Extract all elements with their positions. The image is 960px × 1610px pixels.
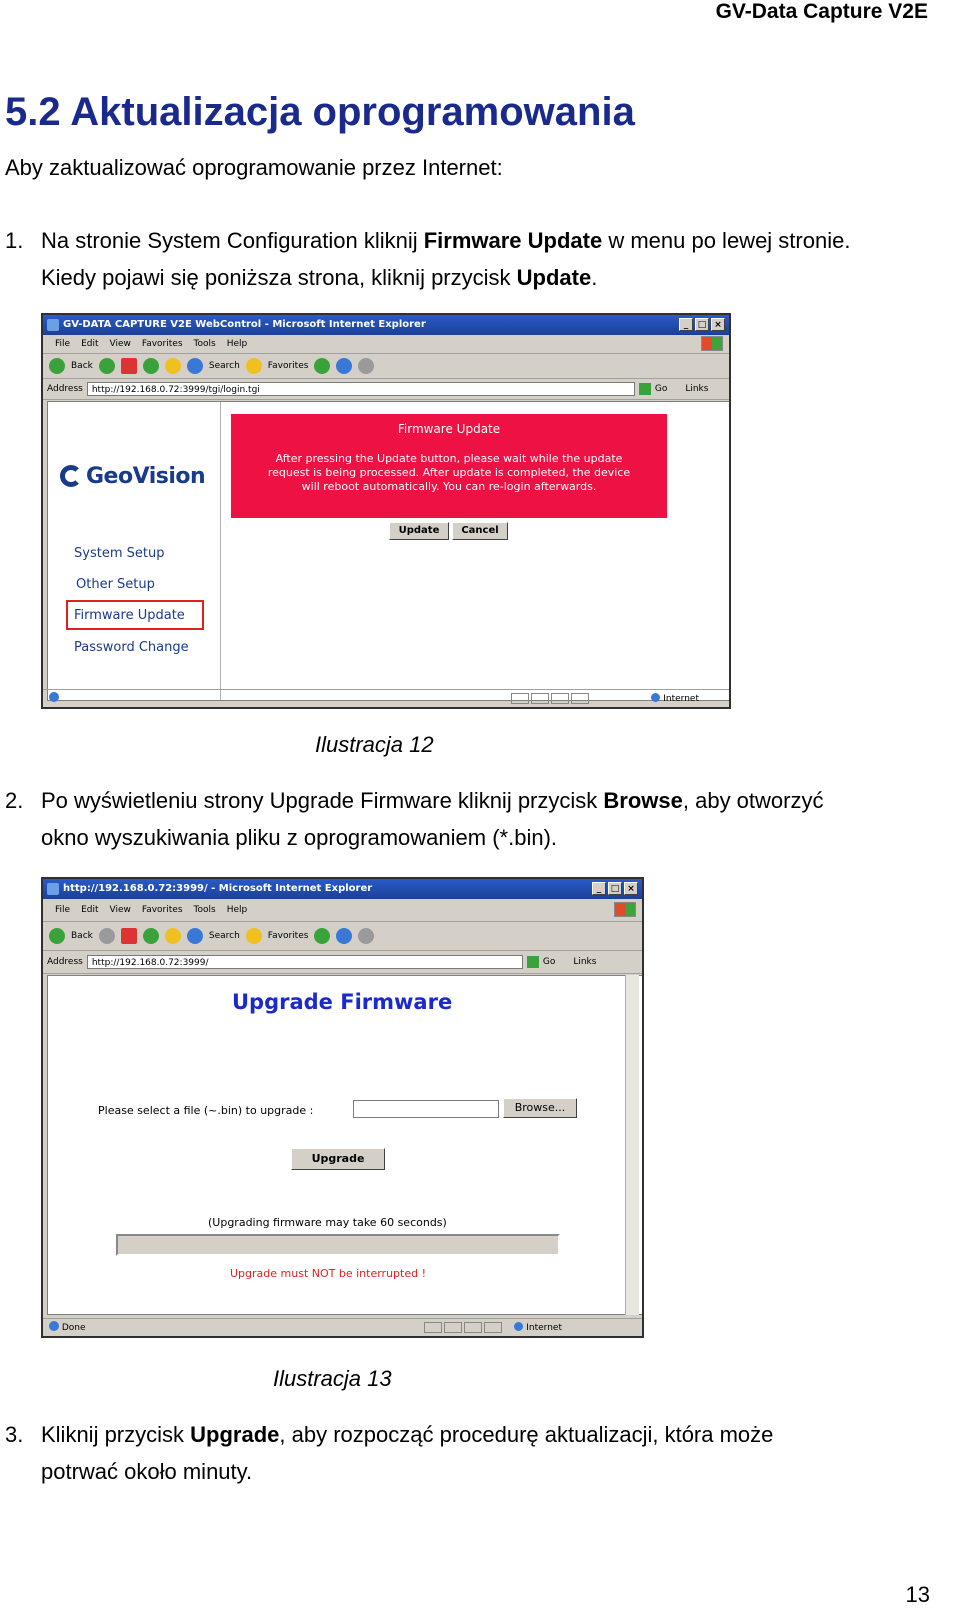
history-icon[interactable] xyxy=(314,358,330,374)
step-3 xyxy=(5,1416,945,1490)
document-header: GV-Data Capture V2E xyxy=(715,0,928,23)
browse-button[interactable]: Browse... xyxy=(503,1098,577,1118)
sidebar xyxy=(48,402,221,700)
step-number: 3. xyxy=(5,1422,24,1447)
page-icon xyxy=(49,1321,59,1331)
step-1 xyxy=(5,222,945,296)
minimize-icon[interactable]: _ xyxy=(592,882,606,895)
window-title: http://192.168.0.72:3999/ - Microsoft Internet Explorer xyxy=(63,883,373,894)
page-icon xyxy=(49,692,59,702)
firmware-update-notice xyxy=(231,414,667,518)
go-button[interactable]: Go xyxy=(542,957,556,967)
address-bar xyxy=(43,379,729,400)
windows-flag-icon xyxy=(614,902,636,917)
step-line: Na stronie System Configuration kliknij Firmware Update w menu po lewej stronie. xyxy=(41,228,851,253)
nav-password-change[interactable]: Password Change xyxy=(74,640,189,655)
menu-view[interactable]: View xyxy=(109,339,131,349)
maximize-icon[interactable]: □ xyxy=(695,318,709,331)
step-line: Kiedy pojawi się poniższa strona, kliknij przycisk Update. xyxy=(41,265,598,290)
menu-favorites[interactable]: Favorites xyxy=(141,905,183,915)
window-titlebar xyxy=(43,315,729,335)
update-button[interactable]: Update xyxy=(389,522,449,540)
favorites-icon[interactable] xyxy=(246,358,262,374)
step-2 xyxy=(5,782,945,856)
status-bar xyxy=(43,1318,642,1336)
menu-edit[interactable]: Edit xyxy=(81,339,99,349)
ie-icon xyxy=(47,319,59,331)
favorites-label[interactable]: Favorites xyxy=(267,361,309,371)
file-input[interactable] xyxy=(353,1100,499,1118)
page-title: Upgrade Firmware xyxy=(232,990,453,1014)
ie-icon xyxy=(47,883,59,895)
globe-icon xyxy=(651,693,660,702)
menu-favorites[interactable]: Favorites xyxy=(141,339,183,349)
screenshot-upgrade-firmware xyxy=(41,877,644,1338)
section-intro: Aby zaktualizować oprogramowanie przez Internet: xyxy=(5,155,503,180)
mail-icon[interactable] xyxy=(336,358,352,374)
status-cells xyxy=(424,1322,502,1333)
stop-icon[interactable] xyxy=(121,928,137,944)
address-label: Address xyxy=(47,384,83,394)
address-input[interactable]: http://192.168.0.72:3999/ xyxy=(87,955,523,969)
menu-tools[interactable]: Tools xyxy=(193,339,216,349)
step-number: 1. xyxy=(5,228,24,253)
logo-mark-icon xyxy=(60,465,82,487)
forward-icon[interactable] xyxy=(99,928,115,944)
back-icon[interactable] xyxy=(49,358,65,374)
back-label[interactable]: Back xyxy=(71,361,93,371)
warning-text: Upgrade must NOT be interrupted ! xyxy=(230,1267,426,1280)
search-icon[interactable] xyxy=(187,358,203,374)
menu-help[interactable]: Help xyxy=(226,905,248,915)
screenshot-firmware-update xyxy=(41,313,731,709)
back-label[interactable]: Back xyxy=(71,931,93,941)
menu-file[interactable]: File xyxy=(55,905,71,915)
step-line: Po wyświetleniu strony Upgrade Firmware kliknij przycisk Browse, aby otworzyć xyxy=(41,788,824,813)
step-line: potrwać około minuty. xyxy=(41,1459,253,1484)
menu-bar xyxy=(43,899,642,922)
upgrade-button[interactable]: Upgrade xyxy=(291,1148,385,1170)
geovision-logo: GeoVision xyxy=(60,464,205,489)
status-zone: Internet xyxy=(514,1319,562,1337)
refresh-icon[interactable] xyxy=(143,928,159,944)
mail-icon[interactable] xyxy=(336,928,352,944)
nav-other-setup[interactable]: Other Setup xyxy=(76,577,155,592)
vertical-scrollbar[interactable] xyxy=(625,975,639,1315)
go-button[interactable]: Go xyxy=(654,384,668,394)
status-bar xyxy=(43,689,729,707)
menu-view[interactable]: View xyxy=(109,905,131,915)
nav-system-setup[interactable]: System Setup xyxy=(74,546,165,561)
menu-file[interactable]: File xyxy=(55,339,71,349)
search-label[interactable]: Search xyxy=(208,361,240,371)
close-icon[interactable]: × xyxy=(711,318,725,331)
address-input[interactable]: http://192.168.0.72:3999/tgi/login.tgi xyxy=(87,382,635,396)
forward-icon[interactable] xyxy=(99,358,115,374)
toolbar xyxy=(43,354,729,379)
nav-firmware-update[interactable]: Firmware Update xyxy=(74,608,185,623)
menu-tools[interactable]: Tools xyxy=(193,905,216,915)
upgrade-note: (Upgrading firmware may take 60 seconds) xyxy=(208,1216,447,1229)
maximize-icon[interactable]: □ xyxy=(608,882,622,895)
refresh-icon[interactable] xyxy=(143,358,159,374)
menu-help[interactable]: Help xyxy=(226,339,248,349)
figure-caption: Ilustracja 13 xyxy=(273,1366,392,1391)
section-title: 5.2 Aktualizacja oprogramowania xyxy=(5,90,635,134)
favorites-label[interactable]: Favorites xyxy=(267,931,309,941)
address-bar xyxy=(43,951,642,974)
go-icon[interactable] xyxy=(639,383,651,395)
progress-bar xyxy=(116,1234,560,1256)
links-button[interactable]: Links xyxy=(685,384,709,394)
menu-bar xyxy=(43,335,729,354)
print-icon[interactable] xyxy=(358,358,374,374)
print-icon[interactable] xyxy=(358,928,374,944)
step-number: 2. xyxy=(5,788,24,813)
cancel-button[interactable]: Cancel xyxy=(452,522,508,540)
figure-caption: Ilustracja 12 xyxy=(315,732,434,757)
menu-edit[interactable]: Edit xyxy=(81,905,99,915)
globe-icon xyxy=(514,1322,523,1331)
step-line: okno wyszukiwania pliku z oprogramowaniem (*.bin). xyxy=(41,825,558,850)
status-zone: Internet xyxy=(651,690,699,708)
minimize-icon[interactable]: _ xyxy=(679,318,693,331)
notice-body: After pressing the Update button, please wait while the update request is being processed. After update is completed, the device will reboot automatically. You can re-login afterwards. xyxy=(267,452,631,493)
go-icon[interactable] xyxy=(527,956,539,968)
links-button[interactable]: Links xyxy=(573,957,597,967)
home-icon[interactable] xyxy=(165,928,181,944)
page-content xyxy=(47,401,731,701)
toolbar xyxy=(43,922,642,951)
search-label[interactable]: Search xyxy=(208,931,240,941)
windows-flag-icon xyxy=(701,336,723,351)
favorites-icon[interactable] xyxy=(246,928,262,944)
status-cells xyxy=(511,693,589,704)
step-line: Kliknij przycisk Upgrade, aby rozpocząć procedurę aktualizacji, która może xyxy=(41,1422,774,1447)
history-icon[interactable] xyxy=(314,928,330,944)
window-titlebar xyxy=(43,879,642,899)
status-text: Done xyxy=(61,1323,86,1333)
home-icon[interactable] xyxy=(165,358,181,374)
back-icon[interactable] xyxy=(49,928,65,944)
stop-icon[interactable] xyxy=(121,358,137,374)
window-title: GV-DATA CAPTURE V2E WebControl - Microsoft Internet Explorer xyxy=(63,319,426,330)
search-icon[interactable] xyxy=(187,928,203,944)
address-label: Address xyxy=(47,957,83,967)
notice-title: Firmware Update xyxy=(397,422,501,436)
file-label: Please select a file (~.bin) to upgrade : xyxy=(98,1104,314,1117)
page-number: 13 xyxy=(905,1582,930,1607)
page-content xyxy=(47,975,643,1315)
close-icon[interactable]: × xyxy=(624,882,638,895)
